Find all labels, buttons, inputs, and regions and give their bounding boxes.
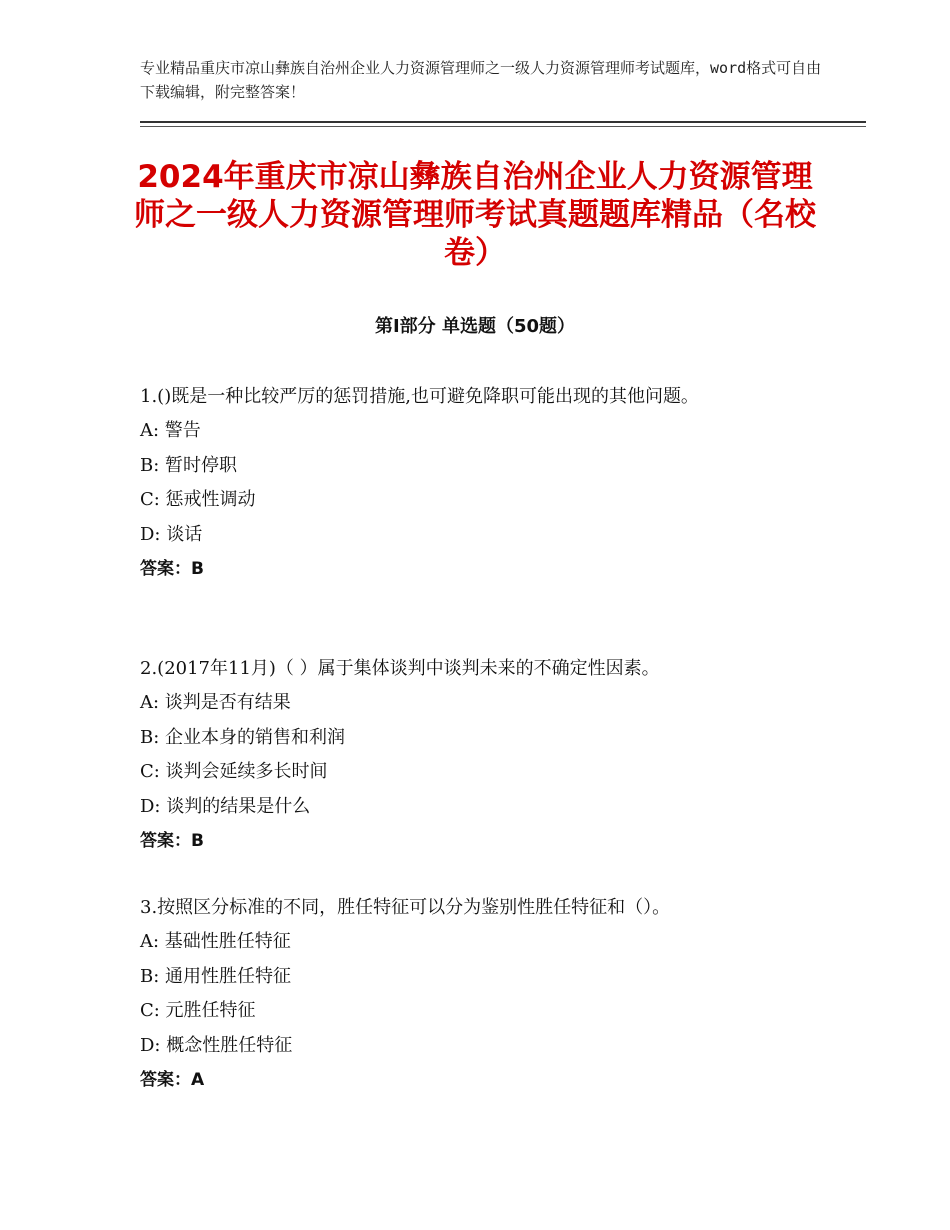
question-3 — [140, 891, 820, 1097]
question-stem: 3.按照区分标准的不同，胜任特征可以分为鉴别性胜任特征和（）。 — [140, 897, 671, 918]
option-d: D: 概念性胜任特征 — [140, 1034, 293, 1056]
option-b: B: 通用性胜任特征 — [140, 965, 292, 987]
header-note: 专业精品重庆市凉山彝族自治州企业人力资源管理师之一级人力资源管理师考试题库，word格式可自由下载编辑，附完整答案！ — [140, 59, 822, 101]
document-title: 2024年重庆市凉山彝族自治州企业人力资源管理师之一级人力资源管理师考试真题题库精品（名校卷） — [134, 159, 816, 271]
option-a: A: 警告 — [140, 420, 201, 441]
question-stem: 1.()既是一种比较严厉的惩罚措施,也可避免降职可能出现的其他问题。 — [140, 386, 699, 407]
option-c: C: 惩戒性调动 — [140, 489, 256, 510]
question-1 — [140, 380, 820, 586]
answer: 答案：B — [140, 831, 204, 851]
answer: 答案：A — [140, 1070, 205, 1090]
section-heading: 第Ⅰ部分 单选题（50题） — [374, 316, 575, 337]
header-divider-thick — [140, 121, 866, 123]
answer: 答案：B — [140, 559, 204, 579]
option-b: B: 暂时停职 — [140, 454, 238, 476]
question-2 — [140, 652, 820, 858]
option-d: D: 谈话 — [140, 523, 203, 545]
question-stem: 2.(2017年11月)（ ）属于集体谈判中谈判未来的不确定性因素。 — [140, 658, 660, 679]
option-b: B: 企业本身的销售和利润 — [140, 726, 346, 748]
option-a: A: 基础性胜任特征 — [140, 931, 291, 952]
header-divider-thin — [140, 126, 866, 127]
option-a: A: 谈判是否有结果 — [140, 692, 291, 713]
option-c: C: 谈判会延续多长时间 — [140, 761, 328, 782]
option-d: D: 谈判的结果是什么 — [140, 795, 311, 817]
option-c: C: 元胜任特征 — [140, 1000, 256, 1021]
